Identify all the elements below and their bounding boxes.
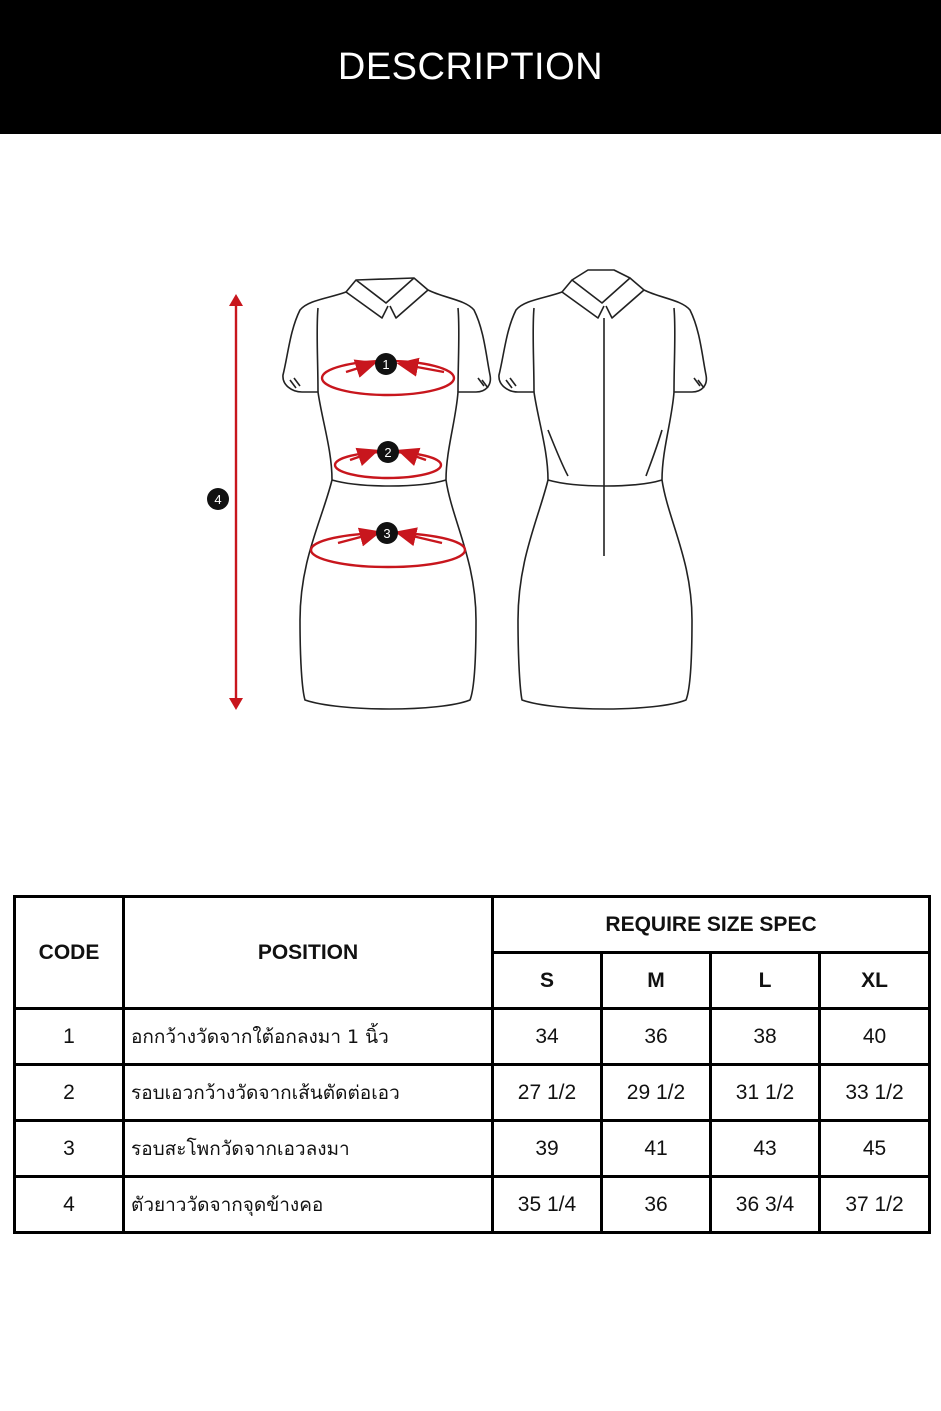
code-header: CODE xyxy=(15,897,124,1009)
measurement-overlays xyxy=(229,294,465,710)
table-row xyxy=(15,1065,930,1121)
size-header-m: M xyxy=(602,953,711,1009)
svg-text:3: 3 xyxy=(383,526,391,541)
size-spec-group-header: REQUIRE SIZE SPEC xyxy=(493,897,930,953)
cell-m: 36 xyxy=(602,1009,711,1065)
row-code: 4 xyxy=(15,1177,124,1233)
size-header-xl: XL xyxy=(820,953,930,1009)
dress-diagram xyxy=(0,260,941,730)
cell-m: 41 xyxy=(602,1121,711,1177)
row-position: ตัวยาววัดจากจุดข้างคอ xyxy=(124,1177,493,1233)
row-code: 3 xyxy=(15,1121,124,1177)
cell-l: 31 1/2 xyxy=(711,1065,820,1121)
page-header xyxy=(0,0,941,134)
cell-l: 43 xyxy=(711,1121,820,1177)
cell-s: 39 xyxy=(493,1121,602,1177)
size-header-l: L xyxy=(711,953,820,1009)
marker-3 xyxy=(376,522,398,544)
svg-text:4: 4 xyxy=(214,492,222,507)
cell-s: 35 1/4 xyxy=(493,1177,602,1233)
cell-s: 34 xyxy=(493,1009,602,1065)
cell-xl: 45 xyxy=(820,1121,930,1177)
cell-xl: 37 1/2 xyxy=(820,1177,930,1233)
table-row xyxy=(15,1121,930,1177)
row-code: 2 xyxy=(15,1065,124,1121)
table-row xyxy=(15,1009,930,1065)
position-header: POSITION xyxy=(124,897,493,1009)
svg-text:1: 1 xyxy=(382,357,390,372)
cell-m: 29 1/2 xyxy=(602,1065,711,1121)
row-position: อกกว้างวัดจากใต้อกลงมา 1 นิ้ว xyxy=(124,1009,493,1065)
dress-front xyxy=(283,278,490,709)
row-position: รอบสะโพกวัดจากเอวลงมา xyxy=(124,1121,493,1177)
row-code: 1 xyxy=(15,1009,124,1065)
table-row xyxy=(15,1177,930,1233)
dress-back xyxy=(499,270,706,709)
size-spec-table xyxy=(13,895,931,1234)
cell-xl: 33 1/2 xyxy=(820,1065,930,1121)
cell-xl: 40 xyxy=(820,1009,930,1065)
cell-s: 27 1/2 xyxy=(493,1065,602,1121)
page-title: DESCRIPTION xyxy=(337,45,604,88)
cell-l: 38 xyxy=(711,1009,820,1065)
size-header-s: S xyxy=(493,953,602,1009)
marker-1 xyxy=(375,353,397,375)
cell-l: 36 3/4 xyxy=(711,1177,820,1233)
svg-text:2: 2 xyxy=(384,445,392,460)
marker-2 xyxy=(377,441,399,463)
marker-4 xyxy=(207,488,229,510)
cell-m: 36 xyxy=(602,1177,711,1233)
row-position: รอบเอวกว้างวัดจากเส้นตัดต่อเอว xyxy=(124,1065,493,1121)
